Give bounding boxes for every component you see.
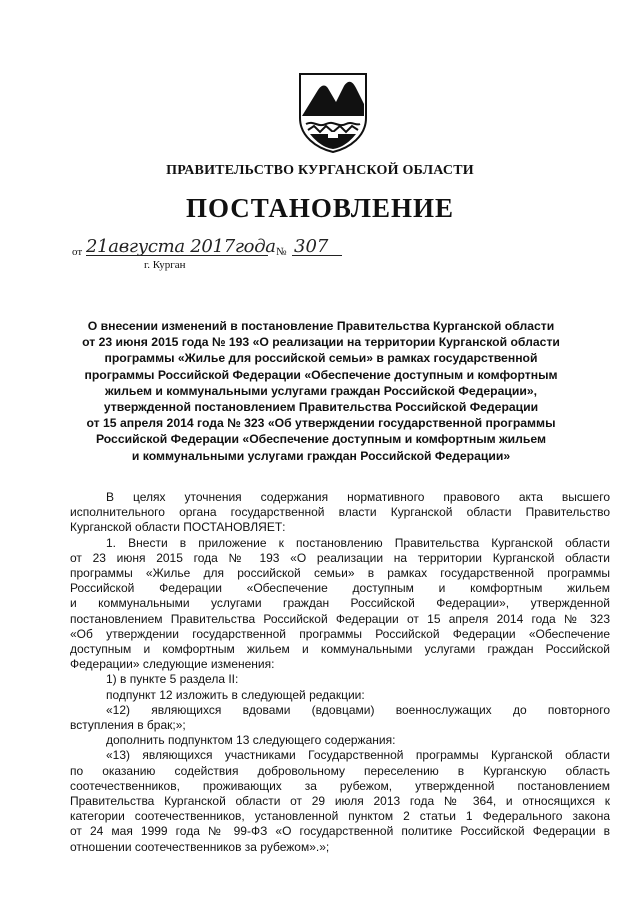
quote-subparagraph-13 <box>70 748 610 854</box>
body-line: категории соотечественников, установленной пунктом 2 статьи 1 Федерального закона <box>70 809 610 824</box>
body-line: Федерации» следующие изменения: <box>70 657 275 672</box>
body-line: Курганской области ПОСТАНОВЛЯЕТ: <box>70 520 286 535</box>
title-line: и коммунальными услугами граждан Российской Федерации» <box>131 448 511 463</box>
document-type-heading: ПОСТАНОВЛЕНИЕ <box>185 193 455 223</box>
title-line: от 15 апреля 2014 года № 323 «Об утверждении государственной программы <box>86 416 556 431</box>
body-line: соотечественников, проживающих за рубежом, утвержденной постановлением <box>70 778 610 793</box>
body-line: программы «Жилье для российской семьи» в рамках государственной программы <box>70 566 610 581</box>
body-line: вступления в брак;»; <box>70 718 186 733</box>
body-line: отношении соотечественников за рубежом».»; <box>70 839 330 854</box>
paragraph-item-1 <box>70 536 610 673</box>
quote-subparagraph-12 <box>70 703 610 733</box>
body-line: 1. Внести в приложение к постановлению Правительства Курганской области <box>106 535 610 550</box>
number-label: № <box>276 246 287 258</box>
body-line: постановлением Правительства Российской Федерации от 15 апреля 2014 года № 323 <box>70 611 610 626</box>
handwritten-date: 21августа 2017года <box>86 236 276 257</box>
government-name: ПРАВИТЕЛЬСТВО КУРГАНСКОЙ ОБЛАСТИ <box>166 163 474 178</box>
subparagraph-12-instruction: подпункт 12 изложить в следующей редакции: <box>106 687 365 702</box>
body-line: «12) являющихся вдовами (вдовцами) военнослужащих до повторного <box>106 702 610 717</box>
body-line: «Об утверждении государственной программы Российской Федерации «Обеспечение <box>70 626 610 641</box>
subitem-1: 1) в пункте 5 раздела II: <box>106 672 239 687</box>
title-line: программы Российской Федерации «Обеспечение доступным и комфортным <box>84 367 558 382</box>
dateline <box>72 236 392 280</box>
body-line: от 23 июня 2015 года № 193 «О реализации на территории Курганской области <box>70 550 610 565</box>
document-body <box>70 490 610 855</box>
body-line: от 24 мая 1999 года № 99-ФЗ «О государственной политике Российской Федерации в <box>70 824 610 839</box>
body-line: исполнительного органа государственной власти Курганской области Правительство <box>70 505 610 520</box>
date-underline <box>86 255 268 256</box>
body-line: Российской Федерации «Обеспечение доступным и комфортным жильем <box>70 581 610 596</box>
body-line: Правительства Курганской области от 29 июля 2013 года № 364, и относящихся к <box>70 794 610 809</box>
city-label: г. Курган <box>144 259 186 271</box>
body-line: В целях уточнения содержания нормативного правового акта высшего <box>106 490 610 504</box>
body-line: доступным и комфортным жильем и коммунальными услугами граждан Российской <box>70 642 610 657</box>
body-line: и коммунальными услугами граждан Российской Федерации», утвержденной <box>70 596 610 611</box>
body-line: «13) являющихся участниками Государственной программы Курганской области <box>106 748 610 763</box>
title-line: Российской Федерации «Обеспечение доступным и комфортным жильем <box>95 432 547 447</box>
from-label: от <box>72 246 83 258</box>
paragraph-preamble <box>70 490 610 536</box>
document-title <box>60 318 582 464</box>
title-line: О внесении изменений в постановление Правительства Курганской области <box>87 319 555 333</box>
number-underline <box>292 255 342 256</box>
handwritten-number: 307 <box>294 236 329 257</box>
body-line: по оказанию содействия добровольному переселению в Курганскую область <box>70 763 610 778</box>
title-line: жильем и коммунальными услугами граждан Российской Федерации», <box>105 383 537 398</box>
coat-of-arms-emblem <box>296 72 370 154</box>
title-line: от 23 июня 2015 года № 193 «О реализации на территории Курганской области <box>82 335 560 350</box>
title-line: утвержденной постановлением Правительства Российской Федерации <box>103 400 539 415</box>
title-line: программы «Жилье для российской семьи» в рамках государственной <box>104 351 538 366</box>
subparagraph-13-instruction: дополнить подпунктом 13 следующего содержания: <box>106 733 396 748</box>
